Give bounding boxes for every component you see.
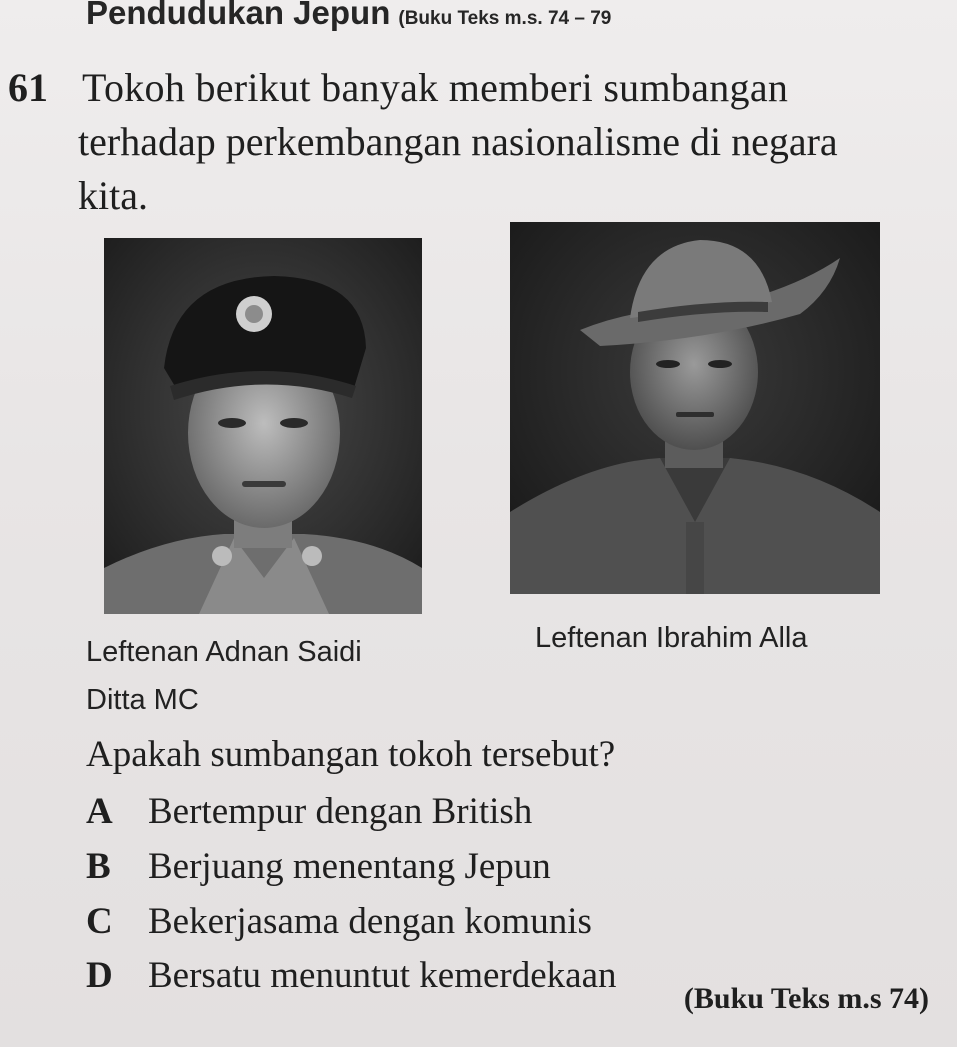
caption-photo-2: Leftenan Ibrahim Alla [535, 622, 808, 654]
source-reference: (Buku Teks m.s 74) [683, 982, 929, 1015]
option-a-text: Bertempur dengan British [148, 791, 533, 832]
portrait-ibrahim-alla-ditta-image [510, 222, 880, 594]
question-stem-line-3: kita. [78, 173, 148, 218]
caption-photo-1: Leftenan Adnan Saidi [86, 636, 362, 668]
option-a-letter: A [86, 791, 113, 832]
option-c[interactable] [86, 900, 592, 943]
photo-adnan-saidi [104, 238, 422, 614]
option-b-text: Berjuang menentang Jepun [148, 846, 551, 887]
question-stem-line-2: terhadap perkembangan nasionalisme di negara [78, 119, 838, 164]
section-page-reference: (Buku Teks m.s. 74 – 79 [398, 8, 612, 29]
question-number: 61 [8, 65, 48, 110]
section-header [86, 0, 611, 32]
option-b[interactable] [86, 845, 551, 888]
option-d-text: Bersatu menuntut kemerdekaan [148, 955, 617, 996]
portrait-adnan-saidi-image [104, 238, 422, 614]
section-title: Pendudukan Jepun [86, 0, 391, 31]
option-c-text: Bekerjasama dengan komunis [148, 901, 592, 942]
option-a[interactable] [86, 790, 532, 833]
option-b-letter: B [86, 846, 111, 887]
option-d-letter: D [86, 955, 113, 996]
question-prompt: Apakah sumbangan tokoh tersebut? [86, 734, 616, 775]
option-d[interactable] [86, 954, 617, 997]
photo-ibrahim-alla-ditta [510, 222, 880, 594]
caption-photo-2-continued: Ditta MC [86, 684, 199, 716]
question-stem-line-1: Tokoh berikut banyak memberi sumbangan [82, 65, 789, 110]
option-c-letter: C [86, 901, 113, 942]
